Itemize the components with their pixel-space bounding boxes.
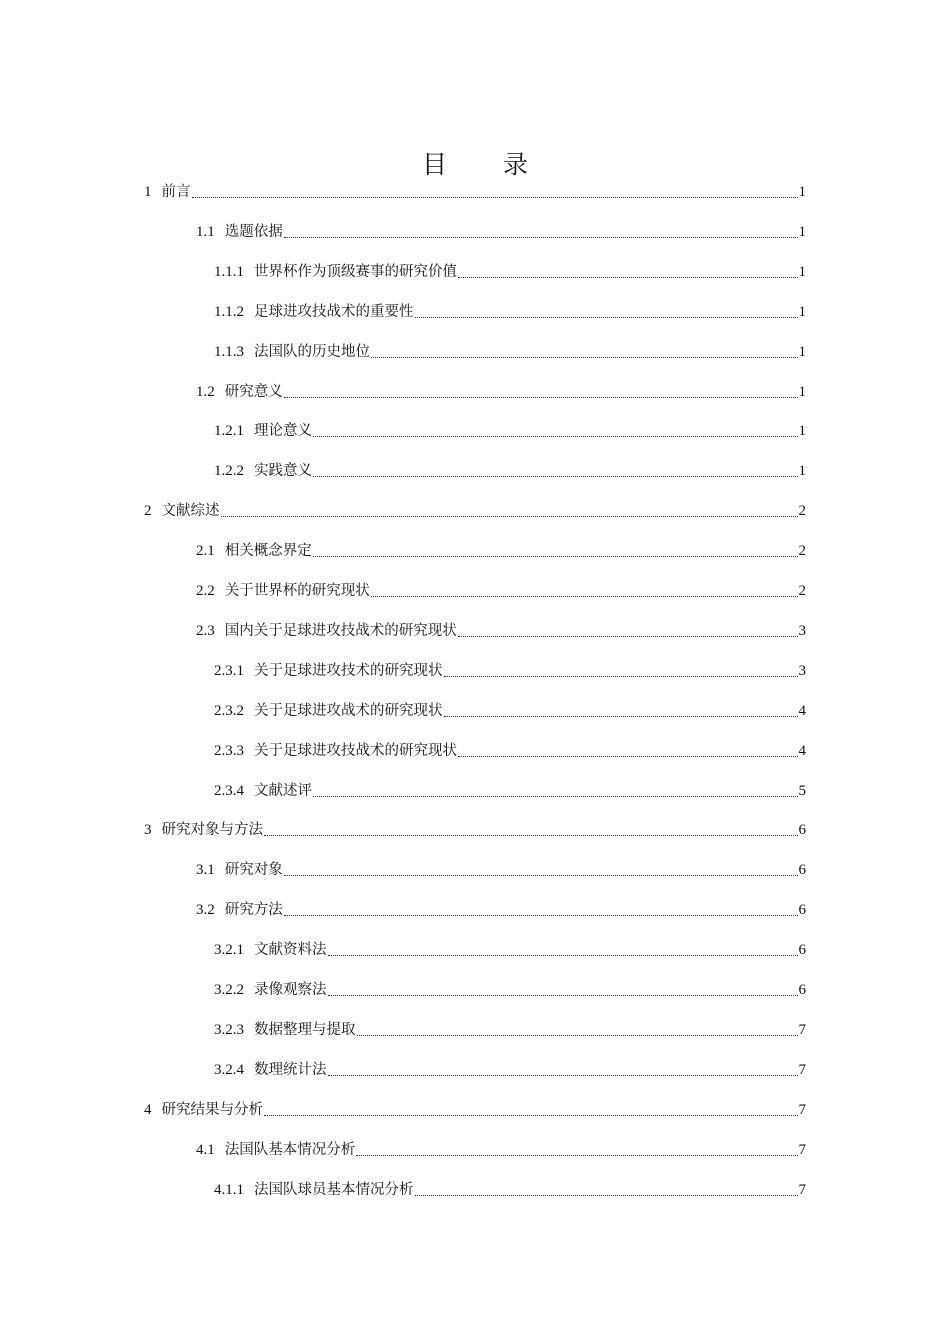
toc-entry[interactable]	[214, 735, 806, 761]
toc-dot-leader	[444, 715, 798, 717]
toc-dot-leader	[328, 994, 798, 996]
toc-dot-leader	[313, 475, 798, 477]
toc-page-number: 1	[798, 423, 806, 440]
toc-page-number: 4	[798, 702, 806, 719]
toc-page-number: 6	[798, 822, 806, 839]
toc-entry[interactable]	[214, 336, 806, 362]
toc-entry-number: 1.1.2	[214, 303, 244, 320]
toc-entry-title: 研究对象与方法	[161, 822, 263, 839]
toc-entry-number: 2.2	[196, 583, 215, 599]
toc-entry-title: 理论意义	[254, 423, 312, 440]
toc-entry[interactable]	[214, 415, 806, 441]
toc-entry-number: 3.2	[196, 902, 215, 919]
toc-entry-title: 研究对象	[224, 862, 283, 879]
toc-page-number: 3	[798, 622, 806, 639]
toc-entry-number: 1.1.3	[214, 343, 244, 360]
toc-entry-title: 世界杯作为顶级赛事的研究价值	[254, 263, 457, 280]
toc-page-number: 2	[798, 543, 806, 560]
toc-dot-leader	[313, 795, 798, 797]
toc-page-number: 5	[798, 782, 806, 799]
toc-entry-title: 关于世界杯的研究现状	[224, 583, 370, 599]
toc-entry-title: 实践意义	[254, 463, 312, 480]
toc-page-number: 6	[798, 982, 806, 998]
toc-entry[interactable]	[214, 934, 806, 960]
toc-page-number: 2	[798, 503, 806, 520]
toc-entry-title: 录像观察法	[254, 982, 327, 998]
toc-entry-number: 3.2.2	[214, 982, 244, 998]
toc-entry[interactable]	[144, 814, 806, 840]
toc-entry-title: 法国队球员基本情况分析	[254, 1181, 414, 1198]
toc-entry-title: 文献述评	[254, 782, 312, 799]
toc-page-number: 1	[798, 343, 806, 360]
toc-entry-number: 2.3.3	[214, 742, 244, 759]
toc-entry-number: 1.1.1	[214, 263, 244, 280]
toc-entry[interactable]	[196, 376, 806, 402]
toc-dot-leader	[444, 675, 798, 677]
toc-dot-leader	[284, 914, 798, 916]
toc-dot-leader	[458, 635, 798, 637]
toc-entry-title: 数据整理与提取	[254, 1021, 356, 1038]
toc-entry[interactable]	[144, 495, 806, 521]
toc-page-number: 3	[798, 662, 806, 679]
toc-dot-leader	[458, 276, 798, 278]
toc-dot-leader	[415, 316, 798, 318]
toc-entry-number: 1.2.2	[214, 463, 244, 480]
toc-dot-leader	[415, 1194, 798, 1196]
toc-entry[interactable]	[214, 1174, 806, 1200]
toc-entry-number: 1.2.1	[214, 423, 244, 440]
toc-entry-number: 2.3.1	[214, 662, 244, 679]
toc-entry-title: 关于足球进攻技术的研究现状	[254, 662, 443, 679]
toc-dot-leader	[264, 1114, 798, 1116]
toc-entry-number: 4.1	[196, 1141, 215, 1158]
toc-entry-number: 1.1	[196, 223, 215, 240]
toc-entry[interactable]	[214, 655, 806, 681]
toc-dot-leader	[458, 755, 798, 757]
toc-entry[interactable]	[214, 1054, 806, 1080]
toc-entry[interactable]	[196, 854, 806, 880]
toc-page-number: 7	[798, 1021, 806, 1038]
toc-entry-number: 2.1	[196, 543, 215, 560]
toc-entry-title: 关于足球进攻技战术的研究现状	[254, 742, 457, 759]
toc-entry-title: 足球进攻技战术的重要性	[254, 303, 414, 320]
toc-dot-leader	[328, 954, 798, 956]
toc-page-number: 7	[798, 1141, 806, 1158]
toc-entry[interactable]	[196, 216, 806, 242]
toc-page-number: 4	[798, 742, 806, 759]
toc-page-number: 1	[798, 383, 806, 400]
toc-entry-number: 3.2.1	[214, 942, 244, 959]
toc-entry-title: 前言	[161, 184, 191, 200]
toc-title: 目 录	[422, 150, 552, 179]
toc-dot-leader	[313, 555, 798, 557]
toc-page-number: 6	[798, 902, 806, 919]
toc-dot-leader	[371, 595, 798, 597]
toc-page-number: 1	[798, 463, 806, 480]
toc-dot-leader	[264, 834, 798, 836]
toc-entry-number: 3.1	[196, 862, 215, 879]
toc-entry-number: 4	[144, 1101, 152, 1118]
toc-entry[interactable]	[196, 1134, 806, 1160]
toc-entry[interactable]	[214, 256, 806, 282]
toc-entry[interactable]	[144, 176, 806, 202]
toc-dot-leader	[192, 196, 798, 198]
toc-entry-number: 1.2	[196, 383, 215, 400]
toc-dot-leader	[313, 435, 798, 437]
toc-entry-title: 相关概念界定	[224, 543, 312, 560]
toc-entry-title: 文献综述	[161, 503, 220, 520]
toc-entry[interactable]	[196, 894, 806, 920]
toc-entry[interactable]	[214, 1014, 806, 1040]
toc-dot-leader	[356, 1154, 797, 1156]
toc-entry-title: 关于足球进攻战术的研究现状	[254, 702, 443, 719]
toc-page-number: 7	[798, 1101, 806, 1118]
toc-entry[interactable]	[144, 1094, 806, 1120]
toc-dot-leader	[328, 1074, 798, 1076]
toc-entry-title: 研究方法	[224, 902, 283, 919]
toc-entry-title: 研究意义	[224, 383, 283, 400]
toc-entry-title: 法国队的历史地位	[254, 343, 370, 360]
toc-entry-number: 3	[144, 822, 152, 839]
toc-entry[interactable]	[214, 296, 806, 322]
toc-entry[interactable]	[214, 695, 806, 721]
toc-entry-title: 选题依据	[224, 223, 283, 240]
toc-page-number: 1	[798, 303, 806, 320]
toc-page-number: 6	[798, 862, 806, 879]
toc-dot-leader	[371, 356, 798, 358]
toc-entry-number: 2.3	[196, 622, 215, 639]
toc-page-number: 1	[798, 263, 806, 280]
toc-dot-leader	[357, 1034, 798, 1036]
toc-dot-leader	[221, 515, 798, 517]
toc-dot-leader	[284, 396, 798, 398]
toc-entry-number: 2	[144, 503, 152, 520]
toc-entry-number: 2.3.2	[214, 702, 244, 719]
toc-entry-number: 3.2.3	[214, 1021, 244, 1038]
toc-entry-number: 3.2.4	[214, 1061, 244, 1078]
toc-entry[interactable]	[196, 535, 806, 561]
toc-dot-leader	[284, 236, 798, 238]
toc-entry-number: 1	[144, 184, 152, 200]
toc-entry-number: 4.1.1	[214, 1181, 244, 1198]
toc-entry[interactable]	[196, 575, 806, 601]
toc-entry-title: 国内关于足球进攻技战术的研究现状	[224, 622, 457, 639]
toc-entry[interactable]	[214, 455, 806, 481]
toc-page-number: 7	[798, 1061, 806, 1078]
toc-dot-leader	[284, 874, 798, 876]
toc-entry-title: 文献资料法	[254, 942, 327, 959]
toc-page-number: 1	[798, 223, 806, 240]
toc-page-number: 6	[798, 942, 806, 959]
toc-entry-number: 2.3.4	[214, 782, 244, 799]
toc-entry[interactable]	[196, 615, 806, 641]
toc-entry-title: 研究结果与分析	[161, 1101, 263, 1118]
toc-entry[interactable]	[214, 974, 806, 1000]
toc-entry-title: 法国队基本情况分析	[224, 1141, 356, 1158]
toc-entry-title: 数理统计法	[254, 1061, 327, 1078]
toc-entry[interactable]	[214, 775, 806, 801]
toc-page-number: 7	[798, 1181, 806, 1198]
toc-page-number: 1	[798, 184, 806, 200]
toc-page-number: 2	[798, 583, 806, 599]
